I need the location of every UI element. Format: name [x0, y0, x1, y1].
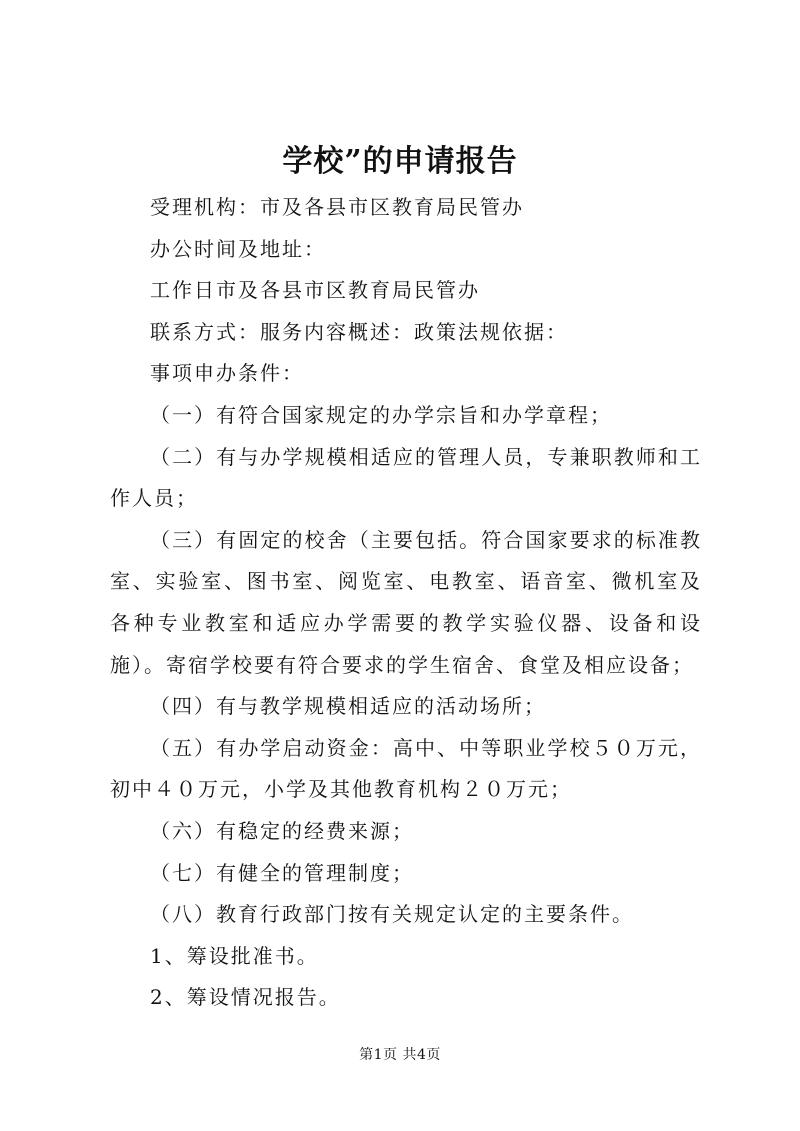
- paragraph-contact: 联系方式：服务内容概述：政策法规依据：: [150, 319, 568, 344]
- condition-item-6: （六）有稳定的经费来源；: [150, 818, 414, 843]
- condition-item-2: （二）有与办学规模相适应的管理人员，专兼职教师和工作人员；: [110, 444, 702, 511]
- required-material-1: 1、筹设批准书。: [150, 943, 319, 968]
- condition-item-5: （五）有办学启动资金：高中、中等职业学校５０万元，初中４０万元，小学及其他教育机构２０万元；: [110, 735, 702, 802]
- document-title: 学校”的申请报告: [282, 144, 518, 179]
- paragraph-accepting-agency: 受理机构：市及各县市区教育局民管办: [150, 195, 524, 219]
- paragraph-office-hours: 工作日市及各县市区教育局民管办: [150, 278, 480, 303]
- condition-item-7: （七）有健全的管理制度；: [150, 860, 414, 885]
- page-number-footer: 第1页 共4页: [359, 1047, 441, 1063]
- paragraph-conditions-heading: 事项申办条件：: [150, 361, 304, 386]
- condition-item-8: （八）教育行政部门按有关规定认定的主要条件。: [150, 902, 634, 927]
- required-material-2: 2、筹设情况报告。: [150, 985, 341, 1010]
- paragraph-office-hours-label: 办公时间及地址：: [150, 236, 326, 261]
- condition-item-4: （四）有与教学规模相适应的活动场所；: [150, 694, 546, 719]
- condition-item-1: （一）有符合国家规定的办学宗旨和办学章程；: [150, 402, 612, 427]
- condition-item-3: （三）有固定的校舍（主要包括。符合国家要求的标准教室、实验室、图书室、阅览室、电教室、语音室、微机室及各种专业教室和适应办学需要的教学实验仪器、设备和设施）。寄宿学校要有符合要求的学生宿舍、食堂及相应设备；: [110, 527, 702, 677]
- document-body: [110, 187, 702, 1019]
